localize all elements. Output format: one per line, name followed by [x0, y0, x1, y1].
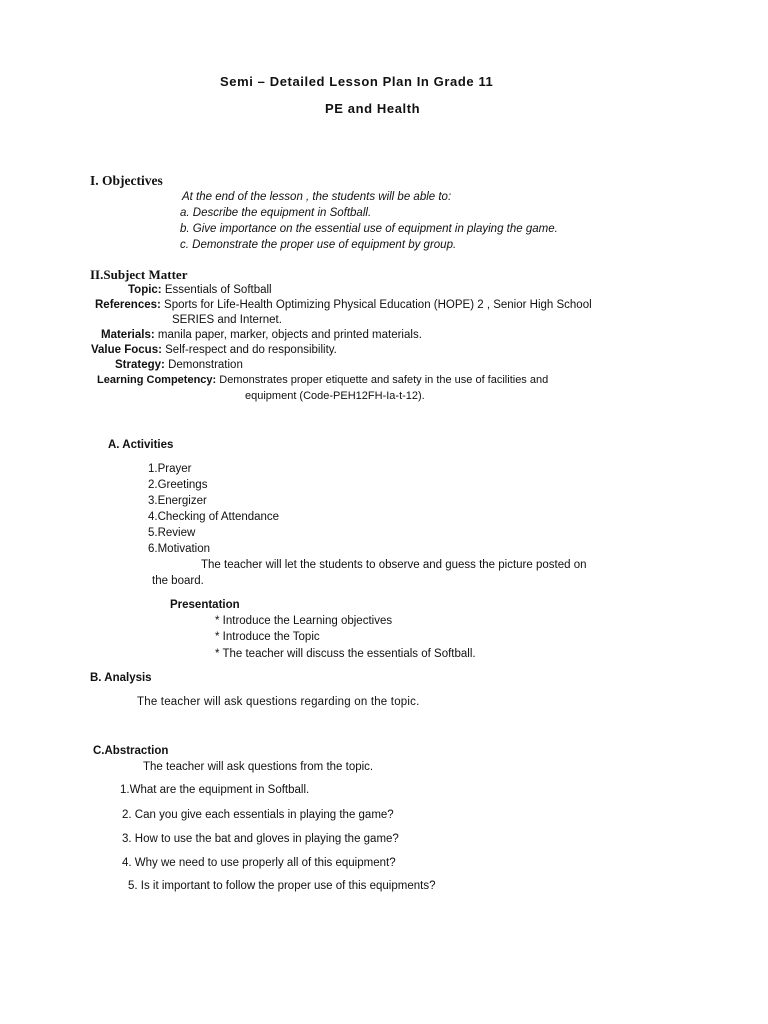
- references-value-cont: SERIES and Internet.: [172, 314, 282, 326]
- subject-matter-heading: II.Subject Matter: [90, 267, 188, 282]
- objectives-heading: I. Objectives: [90, 173, 163, 188]
- competency-row: [97, 373, 548, 387]
- references-value: Sports for Life-Health Optimizing Physical Education (HOPE) 2 , Senior High School: [164, 299, 592, 311]
- abstraction-question: 2. Can you give each essentials in playing the game?: [122, 809, 394, 821]
- value-focus-row: [91, 343, 337, 357]
- activity-item: 1.Prayer: [148, 463, 192, 475]
- strategy-value: Demonstration: [168, 359, 243, 371]
- competency-value-cont: equipment (Code-PEH12FH-Ia-t-12).: [245, 390, 425, 402]
- activity-item: 5.Review: [148, 527, 196, 539]
- abstraction-question: 1.What are the equipment in Softball.: [120, 784, 310, 796]
- objective-item: b. Give importance on the essential use of equipment in playing the game.: [180, 223, 558, 235]
- materials-value: manila paper, marker, objects and printed materials.: [157, 329, 422, 341]
- motivation-text-cont: the board.: [152, 575, 204, 587]
- analysis-heading: B. Analysis: [90, 672, 152, 684]
- references-row: [95, 298, 592, 312]
- activity-item: 3.Energizer: [148, 495, 207, 507]
- presentation-heading: Presentation: [170, 599, 240, 611]
- references-label: References:: [95, 299, 161, 311]
- value-focus-label: Value Focus:: [91, 344, 162, 356]
- objective-item: c. Demonstrate the proper use of equipment by group.: [180, 239, 457, 251]
- activity-item: 2.Greetings: [148, 479, 208, 491]
- abstraction-question: 3. How to use the bat and gloves in playing the game?: [122, 833, 399, 845]
- competency-label: Learning Competency:: [97, 374, 217, 386]
- presentation-item: * Introduce the Learning objectives: [215, 615, 393, 627]
- objectives-intro: At the end of the lesson , the students will be able to:: [182, 191, 452, 203]
- objective-item: a. Describe the equipment in Softball.: [180, 207, 372, 219]
- value-focus-value: Self-respect and do responsibility.: [165, 344, 337, 356]
- analysis-text: The teacher will ask questions regarding on the topic.: [137, 696, 420, 708]
- motivation-text: The teacher will let the students to observe and guess the picture posted on: [201, 559, 587, 571]
- topic-label: Topic:: [128, 284, 162, 296]
- materials-row: [101, 328, 422, 342]
- activity-item: 6.Motivation: [148, 543, 211, 555]
- document-subtitle: PE and Health: [325, 101, 421, 116]
- materials-label: Materials:: [101, 329, 155, 341]
- abstraction-question: 5. Is it important to follow the proper use of this equipments?: [128, 880, 436, 892]
- strategy-row: [115, 358, 243, 372]
- strategy-label: Strategy:: [115, 359, 165, 371]
- topic-value: Essentials of Softball: [164, 284, 272, 296]
- abstraction-heading: C.Abstraction: [93, 745, 169, 757]
- activity-item: 4.Checking of Attendance: [148, 511, 280, 523]
- activities-heading: A. Activities: [108, 439, 174, 451]
- abstraction-question: 4. Why we need to use properly all of this equipment?: [122, 857, 396, 869]
- document-title: Semi – Detailed Lesson Plan In Grade 11: [220, 74, 494, 89]
- presentation-item: * Introduce the Topic: [215, 631, 320, 643]
- presentation-item: * The teacher will discuss the essentials of Softball.: [215, 648, 476, 660]
- competency-value: Demonstrates proper etiquette and safety in the use of facilities and: [219, 374, 549, 386]
- abstraction-intro: The teacher will ask questions from the topic.: [143, 761, 374, 773]
- topic-row: [128, 283, 272, 297]
